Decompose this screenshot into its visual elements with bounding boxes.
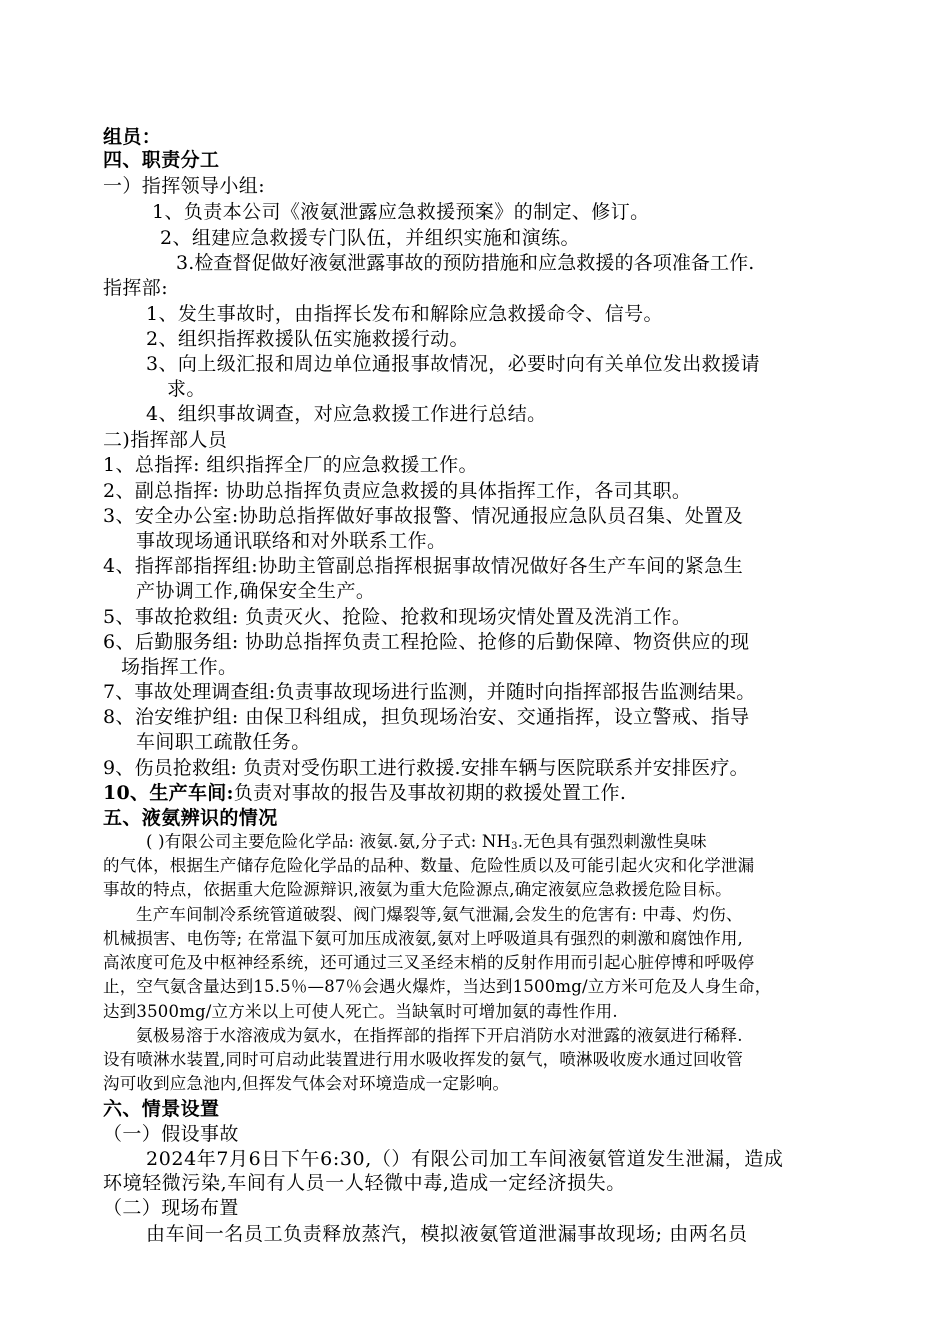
- list-item: 2、副总指挥: 协助总指挥负责应急救援的具体指挥工作，各司其职。: [103, 480, 692, 502]
- paragraph-line: 氨极易溶于水溶液成为氨水，在指挥部的指挥下开启消防水对泄露的液氨进行稀释.: [136, 1026, 743, 1045]
- list-item: 1、发生事故时，由指挥长发布和解除应急救援命令、信号。: [146, 303, 663, 325]
- section-heading: 六、情景设置: [103, 1098, 220, 1120]
- list-item: [103, 783, 626, 805]
- list-item-continued: 产协调工作,确保安全生产。: [136, 580, 376, 602]
- paragraph-line: 的气体，根据生产储存危险化学品的品种、数量、危险性质以及可能引起火灾和化学泄漏: [103, 856, 755, 875]
- list-item: 9、伤员抢救组: 负责对受伤职工进行救援.安排车辆与医院联系并安排医疗。: [103, 757, 749, 779]
- list-item-lead: 10、生产车间:: [103, 782, 234, 804]
- list-item: 6、后勤服务组: 协助总指挥负责工程抢险、抢修的后勤保障、物资供应的现: [103, 631, 750, 653]
- subsection-heading: 一）指挥领导小组:: [103, 175, 266, 197]
- list-item: 4、指挥部指挥组:协助主管副总指挥根据事故情况做好各生产车间的紧急生: [103, 555, 744, 577]
- list-item: 1、总指挥: 组织指挥全厂的应急救援工作。: [103, 454, 478, 476]
- section-heading: 五、液氨辨识的情况: [103, 807, 278, 829]
- subscript: 3: [511, 841, 518, 852]
- subsection-heading: 指挥部:: [103, 277, 169, 299]
- subsection-heading: 二)指挥部人员: [103, 429, 228, 451]
- list-item: 3、安全办公室:协助总指挥做好事故报警、情况通报应急队员召集、处置及: [103, 505, 744, 527]
- subsection-heading: （一）假设事故: [103, 1123, 239, 1145]
- paragraph-line: 止，空气氨含量达到15.5％—87％会遇火爆炸，当达到1500mg/立方米可危及人身生命，: [103, 977, 772, 996]
- list-item: 7、事故处理调查组:负责事故现场进行监测，并随时向指挥部报告监测结果。: [103, 681, 756, 703]
- paragraph-line: 沟可收到应急池内,但挥发气体会对环境造成一定影响。: [103, 1074, 510, 1093]
- list-item-continued: 求。: [167, 378, 206, 400]
- list-item: 5、事故抢救组: 负责灭火、抢险、抢救和现场灾情处置及洗消工作。: [103, 606, 692, 628]
- paragraph-line: 机械损害、电伤等; 在常温下氨可加压成液氨,氨对上呼吸道具有强烈的刺激和腐蚀作用,: [103, 929, 743, 948]
- section-heading: 四、职责分工: [103, 149, 220, 171]
- list-item-text: 负责对事故的报告及事故初期的救援处置工作.: [233, 782, 627, 804]
- list-item: 2、组建应急救援专门队伍，并组织实施和演练。: [160, 227, 580, 249]
- paragraph-line: 由车间一名员工负责释放蒸汽，模拟液氨管道泄漏事故现场; 由两名员: [146, 1223, 748, 1245]
- list-item-continued: 场指挥工作。: [121, 656, 238, 678]
- subsection-heading: （二）现场布置: [103, 1197, 239, 1219]
- paragraph-text: ( )有限公司主要危险化学品: 液氨.氨,分子式: NH: [146, 832, 512, 851]
- paragraph-line: [146, 833, 707, 852]
- list-item-continued: 车间职工疏散任务。: [136, 731, 311, 753]
- paragraph-line: 高浓度可危及中枢神经系统，还可通过三叉圣经末梢的反射作用而引起心脏停博和呼吸停: [103, 953, 755, 972]
- paragraph-line: 环境轻微污染,车间有人员一人轻微中毒,造成一定经济损失。: [103, 1172, 626, 1194]
- list-item: 3.检查督促做好液氨泄露事故的预防措施和应急救援的各项准备工作.: [176, 252, 755, 274]
- paragraph-line: 生产车间制冷系统管道破裂、阀门爆裂等,氨气泄漏,会发生的危害有: 中毒、灼伤、: [136, 905, 743, 924]
- paragraph-line: 设有喷淋水装置,同时可启动此装置进行用水吸收挥发的氨气，喷淋吸收废水通过回收管: [103, 1050, 744, 1069]
- list-item: 8、治安维护组: 由保卫科组成，担负现场治安、交通指挥，设立警戒、指导: [103, 706, 750, 728]
- list-item: 2、组织指挥救援队伍实施救援行动。: [146, 328, 469, 350]
- team-members-label: 组员：: [103, 126, 162, 148]
- list-item: 4、组织事故调查，对应急救援工作进行总结。: [146, 403, 547, 425]
- list-item: 3、向上级汇报和周边单位通报事故情况，必要时向有关单位发出救援请: [146, 353, 760, 375]
- paragraph-line: 达到3500mg/立方米以上可使人死亡。当缺氧时可增加氨的毒性作用.: [103, 1002, 618, 1021]
- paragraph-line: 事故的特点，依据重大危险源辩识,液氨为重大危险源点,确定液氨应急救援危险目标。: [103, 880, 732, 899]
- list-item-continued: 事故现场通讯联络和对外联系工作。: [136, 530, 447, 552]
- paragraph-line: 2024年7月6日下午6:30,（）有限公司加工车间液氨管道发生泄漏，造成: [146, 1148, 784, 1170]
- list-item: 1、负责本公司《液氨泄露应急救援预案》的制定、修订。: [152, 201, 650, 223]
- paragraph-text: .无色具有强烈刺激性臭味: [517, 832, 707, 851]
